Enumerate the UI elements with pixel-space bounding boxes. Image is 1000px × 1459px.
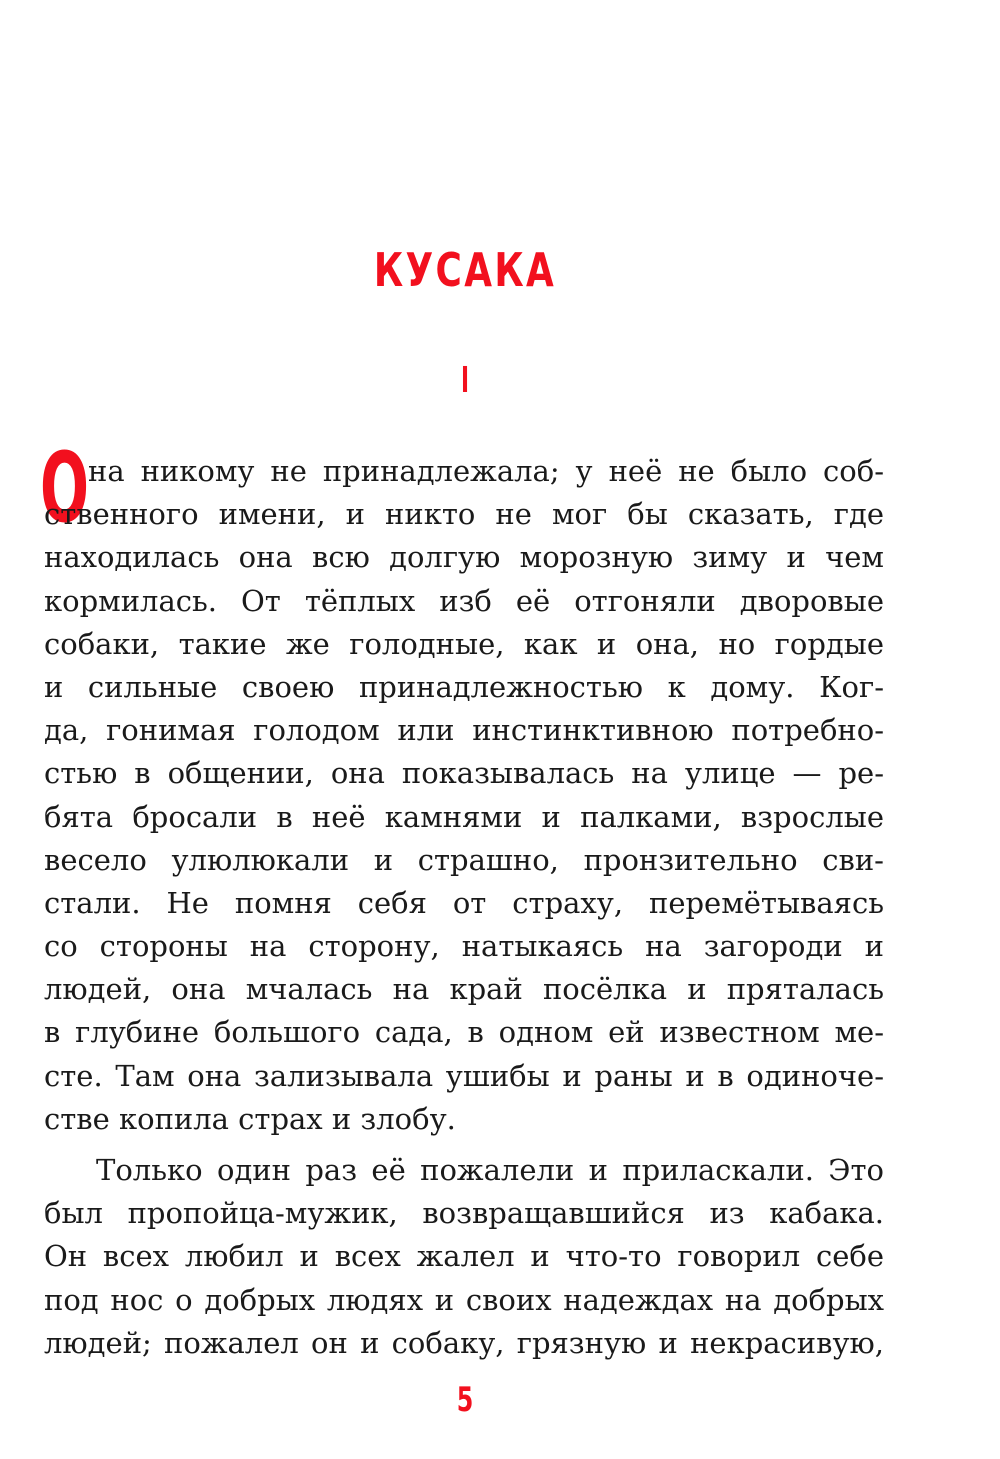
text-line: был пропойца-мужик, возвращавшийся из кабака. [44,1196,884,1231]
paragraph-1 [44,450,884,1141]
text-line: и сильные своею принадлежностью к дому. Ког- [44,669,884,704]
text-line: на никому не принадлежала; у неё не было соб- [88,454,884,488]
text-line: людей, она мчалась на край посёлка и пряталась [44,972,884,1007]
text-line: да, гонимая голодом или инстинктивною потребно- [44,713,884,748]
text-line: людей; пожалел он и собаку, грязную и некрасивую, [44,1325,884,1360]
paragraph-2 [44,1149,884,1365]
text-line: со стороны на сторону, натыкаясь на загороди и [44,929,884,964]
page-number: 5 [456,1380,474,1420]
text-line: в глубине большого сада, в одном ей известном ме- [44,1015,884,1050]
text-line: сте. Там она зализывала ушибы и раны и в одиноче- [44,1058,884,1093]
text-line: весело улюлюкали и страшно, пронзительно сви- [44,842,884,877]
text-line: ственного имени, и никто не мог бы сказать, где [44,497,884,532]
text-line: кормилась. От тёплых изб её отгоняли дворовые [44,583,884,618]
text-line: стали. Не помня себя от страху, перемётываясь [44,885,884,920]
text-line: собаки, такие же голодные, как и она, но гордые [44,626,884,661]
text-line: Он всех любил и всех жалел и что-то говорил себе [44,1239,884,1274]
text-line: Только один раз её пожалели и приласкали. Это [96,1153,884,1187]
text-line: стве копила страх и злобу. [44,1101,456,1136]
body-text [44,450,884,1365]
text-line: бята бросали в неё камнями и палками, взрослые [44,799,884,834]
drop-cap: О [40,432,89,544]
story-title: КУСАКА [373,243,557,297]
text-line: стью в общении, она показывалась на улице — ре- [44,756,884,791]
text-line: находилась она всю долгую морозную зиму и чем [44,540,884,575]
chapter-number: I [460,360,470,401]
text-line: под нос о добрых людях и своих надеждах на добрых [44,1282,884,1317]
